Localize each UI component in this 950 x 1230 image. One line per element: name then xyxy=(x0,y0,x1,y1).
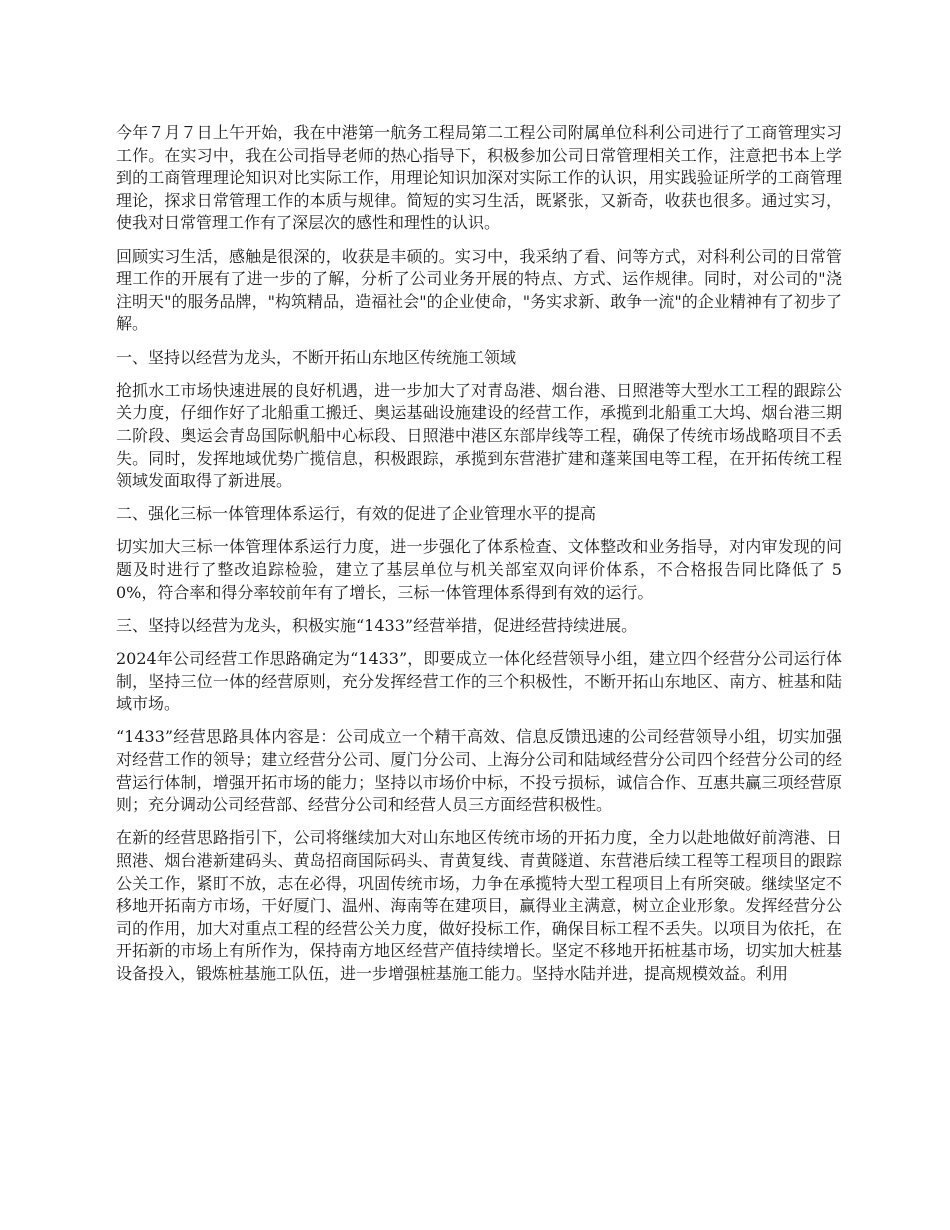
section-heading-3: 三、坚持以经营为龙头，积极实施“1433”经营举措，促进经营持续进展。 xyxy=(116,615,638,635)
paragraph-intro: 今年７月７日上午开始，我在中港第一航务工程局第二工程公司附属单位科利公司进行了工商管理实习工作。在实习中，我在公司指导老师的热心指导下，积极参加公司日常管理相关工作，注意把书本上学到的工商管理理论知识对比实际工作，用理论知识加深对实际工作的认识，用实践验证所学的工商管理理论，探求日常管理工作的本质与规律。简短的实习生活，既紧张，又新奇，收获也很多。通过实习，使我对日常管理工作有了深层次的感性和理性的认识。 xyxy=(116,123,842,233)
section-heading-1: 一、坚持以经营为龙头，不断开拓山东地区传统施工领域 xyxy=(116,347,517,367)
paragraph-2024-plan: 2024年公司经营工作思路确定为“1433”，即要成立一体化经营领导小组，建立四个经营分公司运行体制，坚持三位一体的经营原则，充分发挥经营工作的三个积极性，不断开拓山东地区、南方、桩基和陆域市场。 xyxy=(116,649,842,714)
paragraph-new-strategy: 在新的经营思路指引下，公司将继续加大对山东地区传统市场的开拓力度，全力以赴地做好前湾港、日照港、烟台港新建码头、黄岛招商国际码头、青黄复线、青黄隧道、东营港后续工程等工程项目的跟踪公关工作，紧盯不放，志在必得，巩固传统市场，力争在承揽特大型工程项目上有所突破。继续坚定不移地开拓南方市场，干好厦门、温州、海南等在建项目，赢得业主满意，树立企业形象。发挥经营分公司的作用，加大对重点工程的经营公关力度，做好投标工作，确保目标工程不丢失。以项目为依托，在开拓新的市场上有所作为，保持南方地区经营产值持续增长。坚定不移地开拓桩基市场，切实加大桩基设备投入，锻炼桩基施工队伍，进一步增强桩基施工能力。坚持水陆并进，提高规模效益。利用 xyxy=(116,828,842,983)
paragraph-review: 回顾实习生活，感触是很深的，收获是丰硕的。实习中，我采纳了看、问等方式，对科利公司的日常管理工作的开展有了进一步的了解，分析了公司业务开展的特点、方式、运作规律。同时，对公司的"浇注明天"的服务品牌，"构筑精品，造福社会"的企业使命，"务实求新、敢争一流"的企业精神有了初步了解。 xyxy=(116,246,842,334)
section-heading-2: 二、强化三标一体管理体系运行，有效的促进了企业管理水平的提高 xyxy=(116,504,597,524)
document-page xyxy=(116,122,842,996)
paragraph-1433-details: “1433”经营思路具体内容是：公司成立一个精干高效、信息反馈迅速的公司经营领导小组，切实加强对经营工作的领导；建立经营分公司、厦门分公司、上海分公司和陆域经营分公司四个经营分公司的经营运行体制，增强开拓市场的能力；坚持以市场价中标，不投亏损标，诚信合作、互惠共赢三项经营原则；充分调动公司经营部、经营分公司和经营人员三方面经营积极性。 xyxy=(116,727,842,815)
paragraph-section-1: 抢抓水工市场快速进展的良好机遇，进一步加大了对青岛港、烟台港、日照港等大型水工工程的跟踪公关力度，仔细作好了北船重工搬迁、奥运基础设施建设的经营工作，承揽到北船重工大坞、烟台港三期二阶段、奥运会青岛国际帆船中心标段、日照港中港区东部岸线等工程，确保了传统市场战略项目不丢失。同时，发挥地域优势广揽信息，积极跟踪，承揽到东营港扩建和蓬莱国电等工程，在开拓传统工程领域发面取得了新进展。 xyxy=(116,380,842,491)
paragraph-section-2: 切实加大三标一体管理体系运行力度，进一步强化了体系检查、文体整改和业务指导，对内审发现的问题及时进行了整改追踪检验，建立了基层单位与机关部室双向评价体系，不合格报告同比降低了 50%，符合率和得分率较前年有了增长，三标一体管理体系得到有效的运行。 xyxy=(116,537,842,602)
